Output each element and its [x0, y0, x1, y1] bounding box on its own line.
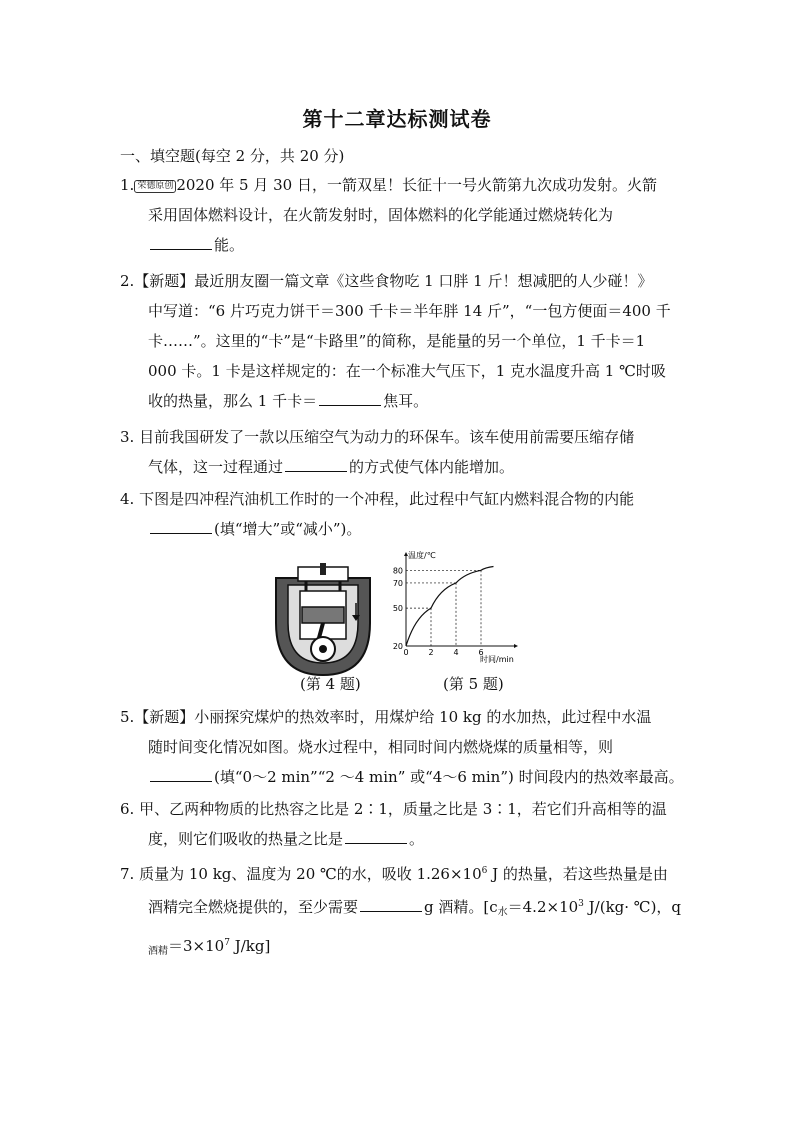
- question-text: 5.【新题】小丽探究煤炉的热效率时，用煤炉给 10 kg 的水加热，此过程中水温: [120, 708, 652, 726]
- y-axis-label: 温度/℃: [408, 551, 436, 560]
- question-text-part: ＝3×10: [168, 937, 225, 955]
- x-axis-arrow: [514, 644, 518, 648]
- question-text-part: J/kg]: [229, 937, 271, 955]
- question-text-part: 。: [409, 830, 425, 848]
- question-text-part: 焦耳。: [383, 392, 429, 410]
- section-heading: 一、填空题(每空 2 分，共 20 分): [120, 147, 345, 165]
- question-text: [120, 762, 684, 792]
- question-text: [120, 386, 680, 416]
- answer-blank[interactable]: [150, 235, 212, 250]
- y-tick-label: 80: [392, 566, 403, 576]
- question-text: 3. 目前我国研发了一款以压缩空气为动力的环保车。该车使用前需要压缩存储: [120, 428, 635, 446]
- question-text-part: ＝4.2×10: [507, 898, 579, 916]
- question-text-part: g 酒精。[c: [424, 898, 498, 916]
- question-5: [120, 702, 684, 792]
- y-tick-label: 20: [392, 642, 403, 651]
- temperature-time-chart: [384, 548, 524, 666]
- question-text-part: 7. 质量为 10 kg、温度为 20 ℃的水，吸收 1.26×10: [120, 865, 482, 883]
- question-text: 中写道：“6 片巧克力饼干＝300 千卡＝半年胖 14 斤”，“一包方便面＝400 千: [148, 302, 671, 320]
- question-text-part: (填“0～2 min”“2 ～4 min” 或“4～6 min”) 时间段内的热效率最高。: [214, 768, 684, 786]
- engine-cylinder-illustration: [268, 563, 378, 683]
- y-tick-label: 70: [392, 578, 403, 588]
- answer-blank[interactable]: [360, 897, 422, 912]
- x-tick-label: 4: [453, 648, 459, 657]
- question-text: 2.【新题】最近朋友圈一篇文章《这些食物吃 1 口胖 1 斤！想减肥的人少碰！》: [120, 272, 653, 290]
- question-text-part: 度，则它们吸收的热量之比是: [148, 830, 344, 848]
- question-text: [120, 452, 680, 482]
- answer-blank[interactable]: [150, 519, 212, 534]
- question-text: [120, 889, 680, 928]
- question-7: [120, 856, 680, 967]
- answer-blank[interactable]: [345, 829, 407, 844]
- question-text: 采用固体燃料设计，在火箭发射时，固体燃料的化学能通过燃烧转化为: [148, 206, 614, 224]
- subscript: 水: [497, 907, 508, 918]
- question-text-part: 收的热量，那么 1 千卡＝: [148, 392, 318, 410]
- question-text: [120, 856, 680, 889]
- page-title: 第十二章达标测试卷: [302, 107, 492, 131]
- superscript: 6: [481, 866, 488, 876]
- question-text-part: 的方式使气体内能增加。: [349, 458, 515, 476]
- question-text-part: (填“增大”或“减小”)。: [214, 520, 362, 538]
- subscript: 酒精: [148, 946, 168, 957]
- series-line-water-temp: [406, 567, 494, 646]
- question-text-part: J/(kg· ℃)，q: [583, 898, 682, 916]
- question-text: [120, 230, 680, 260]
- question-text: [120, 928, 680, 967]
- question-text-part: 酒精完全燃烧提供的，至少需要: [148, 898, 359, 916]
- question-text: 2020 年 5 月 30 日，一箭双星！长征十一号火箭第九次成功发射。火箭: [176, 176, 657, 194]
- figure-4-caption: (第 4 题): [300, 675, 361, 693]
- answer-blank[interactable]: [285, 457, 347, 472]
- superscript: 3: [578, 899, 584, 909]
- figures-row: [0, 545, 794, 675]
- question-text: [120, 514, 680, 544]
- answer-blank[interactable]: [319, 391, 381, 406]
- question-2: [120, 266, 680, 416]
- question-text: 6. 甲、乙两种物质的比热容之比是 2∶1，质量之比是 3∶1，若它们升高相等的温: [120, 800, 667, 818]
- question-number: 1.: [120, 176, 135, 194]
- question-text: 卡……”。这里的“卡”是“卡路里”的简称，是能量的另一个单位，1 千卡＝1: [148, 332, 646, 350]
- original-badge: 荣德原创: [134, 180, 176, 193]
- question-4: [120, 484, 680, 544]
- question-text: 随时间变化情况如图。烧水过程中，相同时间内燃烧煤的质量相等，则: [148, 738, 614, 756]
- answer-blank[interactable]: [150, 767, 212, 782]
- question-text: 4. 下图是四冲程汽油机工作时的一个冲程，此过程中气缸内燃料混合物的内能: [120, 490, 635, 508]
- question-6: [120, 794, 680, 854]
- question-text-part: 能。: [214, 236, 245, 254]
- x-tick-label: 0: [403, 648, 409, 657]
- y-tick-label: 50: [392, 604, 403, 614]
- question-text-part: J 的热量，若这些热量是由: [487, 865, 668, 883]
- x-tick-label: 2: [428, 648, 434, 657]
- superscript: 7: [224, 938, 230, 948]
- question-1: [120, 170, 680, 260]
- x-tick-label: 6: [478, 648, 484, 657]
- x-axis-label: 时间/min: [480, 655, 514, 664]
- question-text-part: 气体，这一过程通过: [148, 458, 284, 476]
- question-text: 000 卡。1 卡是这样规定的：在一个标准大气压下，1 克水温度升高 1 ℃时吸: [148, 362, 666, 380]
- question-text: [120, 824, 680, 854]
- figure-5-caption: (第 5 题): [443, 675, 504, 693]
- question-3: [120, 422, 680, 482]
